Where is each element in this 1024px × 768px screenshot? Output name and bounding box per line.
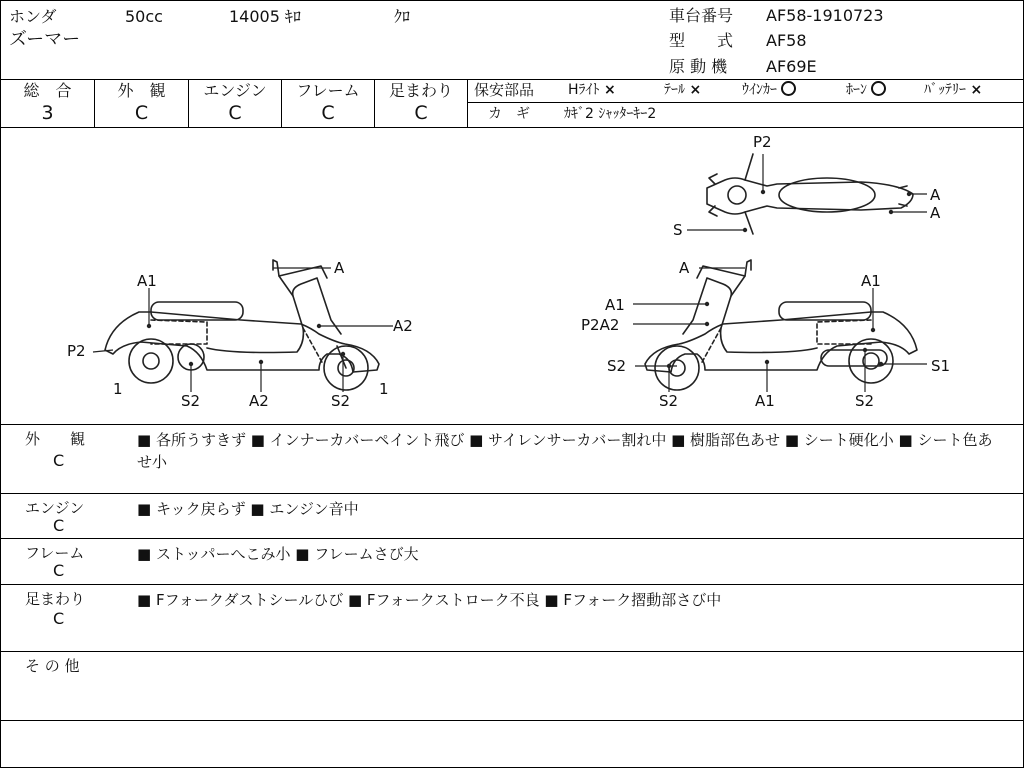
- grade-cell-overall: [1, 79, 95, 127]
- diagram-label: S2: [659, 392, 679, 410]
- grade-label: 足まわり: [388, 81, 453, 100]
- grade-value: C: [414, 102, 428, 124]
- type-value: AF58: [766, 31, 807, 50]
- diagram-label: A1: [861, 272, 881, 290]
- leader-lines: [93, 154, 927, 392]
- x-mark-icon: ×: [970, 82, 983, 98]
- diagram-label: S2: [181, 392, 201, 410]
- note-category: そ の 他: [25, 657, 80, 675]
- safety-parts: [468, 79, 1023, 127]
- safety-item-name: ﾃｰﾙ: [664, 82, 685, 98]
- mileage: 14005 ｷﾛ: [229, 7, 301, 26]
- diagram-label: A2: [393, 317, 413, 335]
- safety-label: 保安部品: [474, 81, 535, 99]
- grade-cell-engine: [189, 79, 282, 127]
- type-label: 型 式: [669, 31, 734, 50]
- grade-cell-exterior: [95, 79, 189, 127]
- frame-no: AF58-1910723: [766, 6, 884, 25]
- diagram-label: S: [673, 221, 683, 239]
- x-mark-icon: ×: [689, 82, 702, 98]
- note-row-frame: [1, 539, 1023, 585]
- note-category: フレーム: [25, 544, 85, 562]
- displacement: 50cc: [125, 7, 163, 26]
- note-text: ■ キック戻らず ■ エンジン音中: [137, 500, 359, 518]
- diagram-label: A: [334, 259, 345, 277]
- diagram-label: 1: [379, 380, 389, 398]
- grade-cell-suspension: [375, 79, 468, 127]
- safety-item-tail: [664, 80, 701, 100]
- diagram-label: 1: [113, 380, 123, 398]
- diagram-label: S2: [331, 392, 351, 410]
- diagram-label: P2: [753, 133, 772, 151]
- model-name: ズーマー: [9, 29, 81, 50]
- safety-parts-row: [468, 79, 1023, 103]
- diagram-label: S2: [855, 392, 875, 410]
- diagram-label: A: [930, 204, 941, 222]
- x-mark-icon: ×: [603, 82, 616, 98]
- note-text: ■ 各所うすきず ■ インナーカバーペイント飛び ■ サイレンサーカバー割れ中 ■ 樹脂部色あせ ■ シート硬化小 ■ シート色あせ小: [137, 431, 993, 471]
- safety-item-horn: [846, 80, 886, 100]
- safety-item-headlight: [568, 80, 616, 100]
- grade-label: 総 合: [23, 81, 72, 100]
- diagram-label: P2A2: [581, 316, 620, 334]
- diagram-label: A1: [755, 392, 775, 410]
- note-grade: C: [53, 451, 65, 470]
- grade-value: 3: [41, 102, 54, 124]
- note-category: 足まわり: [25, 590, 86, 608]
- diagram-label: S1: [931, 357, 951, 375]
- engine-value: AF69E: [766, 57, 817, 76]
- grade-label: エンジン: [203, 81, 267, 100]
- note-grade: C: [53, 561, 65, 580]
- diagram-label: A1: [137, 272, 157, 290]
- grade-cell-frame: [282, 79, 375, 127]
- circle-mark-icon: [871, 81, 886, 96]
- safety-item-name: ｳｲﾝｶｰ: [742, 82, 777, 98]
- scooter-top-view: [707, 154, 913, 234]
- grade-value: C: [134, 102, 149, 124]
- maker: ホンダ: [9, 7, 57, 26]
- note-text: ■ ストッパーへこみ小 ■ フレームさび大: [137, 545, 419, 563]
- frame-no-label: 車台番号: [669, 6, 734, 25]
- note-text: ■ Fフォークダストシールひび ■ Fフォークストローク不良 ■ Fフォーク摺動部さび中: [137, 591, 722, 609]
- diagram-label: A: [679, 259, 690, 277]
- safety-item-winker: [742, 80, 796, 100]
- key-label: カ ギ: [488, 106, 530, 122]
- grade-grid: [1, 79, 1023, 128]
- safety-divider: [467, 79, 468, 127]
- grade-label: 外 観: [117, 81, 166, 100]
- note-category: エンジン: [25, 499, 85, 517]
- note-grade: C: [53, 516, 65, 535]
- diagram-label: P2: [67, 342, 86, 360]
- grade-value: C: [228, 102, 242, 124]
- grade-label: フレーム: [296, 81, 360, 100]
- note-row-engine: [1, 494, 1023, 539]
- safety-item-name: Hﾗｲﾄ: [568, 82, 600, 98]
- note-row-exterior: [1, 425, 1023, 494]
- note-grade: C: [53, 609, 65, 628]
- note-category: 外 観: [25, 430, 86, 448]
- diagram-label: S2: [607, 357, 627, 375]
- key-row: [468, 103, 1023, 127]
- diagram-label: A1: [605, 296, 625, 314]
- diagram-label: A: [930, 186, 941, 204]
- key-value: ｶｷﾞ2 ｼｬｯﾀｰｷｰ2: [564, 106, 657, 122]
- safety-item-name: ﾎｰﾝ: [846, 82, 867, 98]
- diagram-label: A2: [249, 392, 269, 410]
- note-row-suspension: [1, 585, 1023, 652]
- circle-mark-icon: [781, 81, 796, 96]
- safety-item-battery: [924, 80, 982, 100]
- grade-value: C: [321, 102, 335, 124]
- note-row-other: [1, 652, 1023, 721]
- safety-item-name: ﾊﾞｯﾃﾘｰ: [924, 82, 966, 98]
- damage-diagram: [1, 128, 1023, 425]
- color: ｸﾛ: [394, 7, 411, 26]
- engine-label: 原 動 機: [669, 57, 728, 76]
- header-section: [1, 1, 1023, 80]
- damage-dots: [147, 190, 911, 368]
